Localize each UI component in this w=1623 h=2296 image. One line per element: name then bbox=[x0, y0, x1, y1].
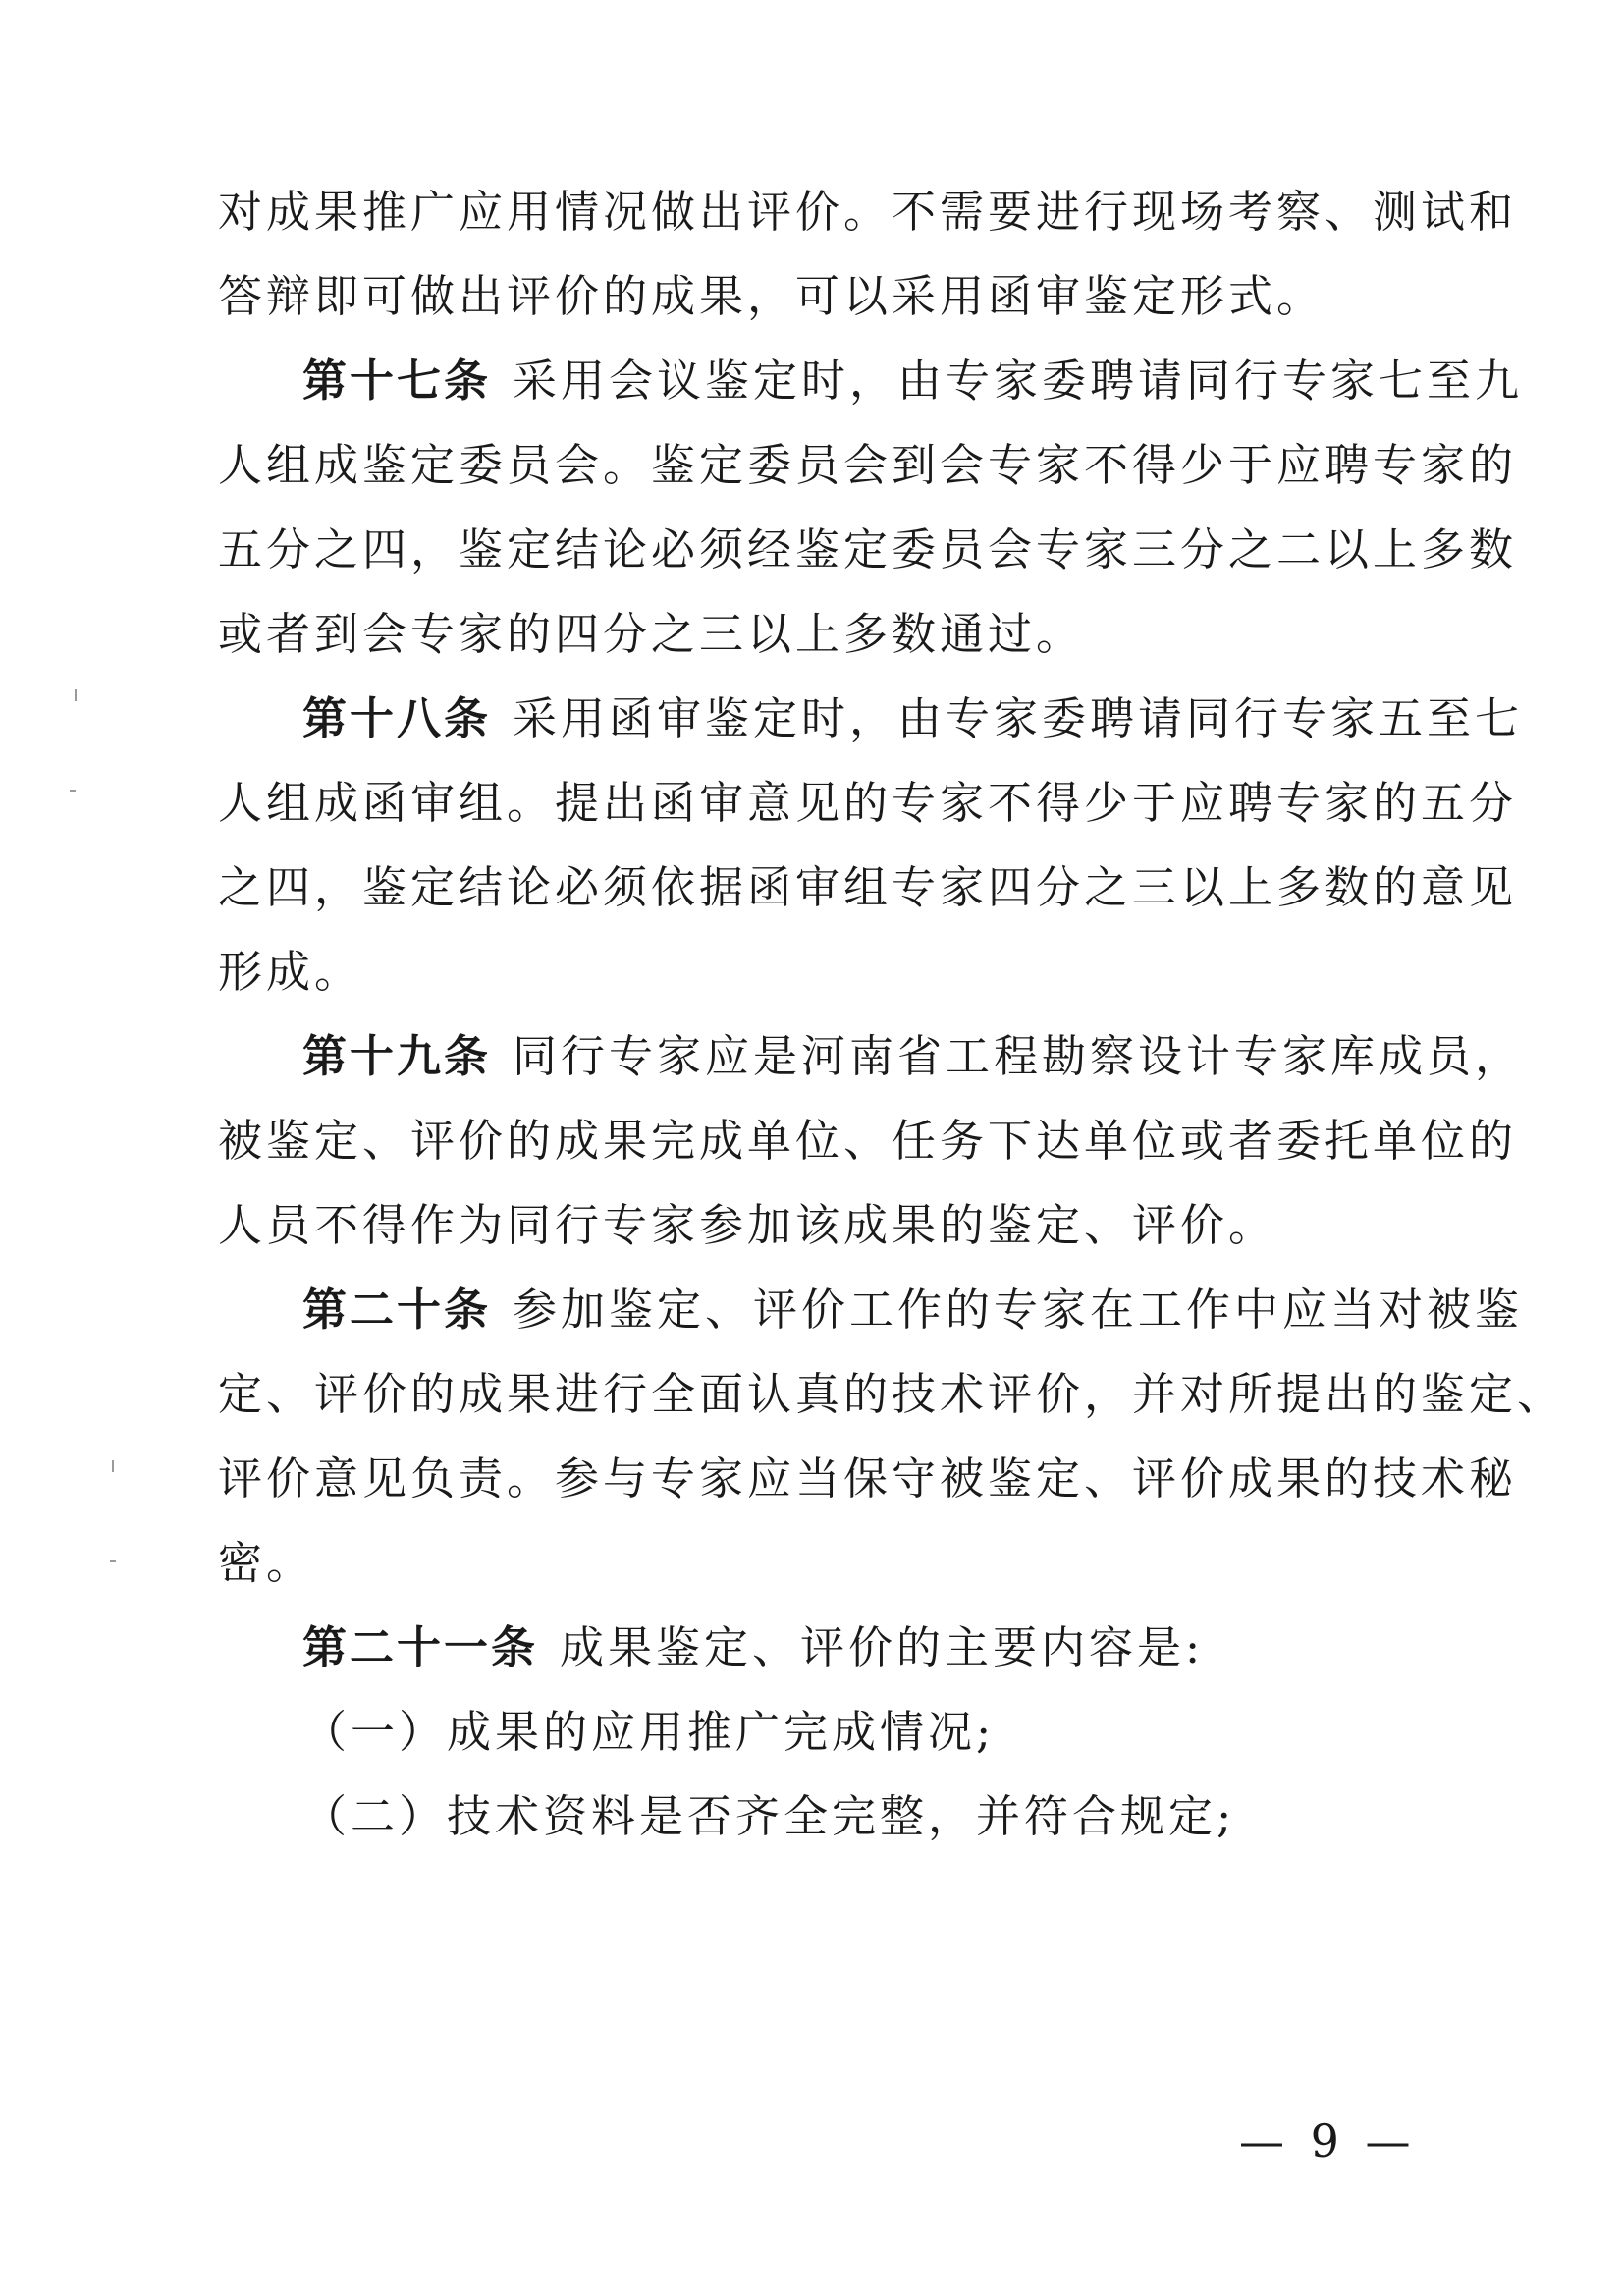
paragraph-line: 之四，鉴定结论必须依据函审组专家四分之三以上多数的意见 bbox=[218, 861, 1518, 913]
scan-speck bbox=[112, 1460, 114, 1472]
paragraph-line: 评价意见负责。参与专家应当保守被鉴定、评价成果的技术秘 bbox=[218, 1452, 1518, 1504]
article-18-first-line bbox=[302, 689, 1524, 748]
paragraph-line: 密。 bbox=[218, 1537, 315, 1589]
article-21-label: 第二十一条 bbox=[302, 1621, 539, 1673]
article-21-first-line bbox=[302, 1618, 1426, 1677]
article-19-first-line bbox=[302, 1027, 1524, 1086]
article-20-first-line bbox=[302, 1281, 1524, 1339]
paragraph-line: 形成。 bbox=[218, 946, 363, 998]
article-19-text: 同行专家应是河南省工程勘察设计专家库成员， bbox=[513, 1030, 1524, 1082]
article-20-label: 第二十条 bbox=[302, 1284, 492, 1336]
paragraph-line: 五分之四，鉴定结论必须经鉴定委员会专家三分之二以上多数 bbox=[218, 523, 1518, 575]
scan-speck bbox=[75, 689, 77, 701]
article-18-label: 第十八条 bbox=[302, 692, 492, 744]
page-number: — 9 — bbox=[1239, 2114, 1417, 2167]
scan-speck bbox=[70, 790, 76, 792]
article-17-first-line bbox=[302, 352, 1524, 410]
scan-speck bbox=[110, 1560, 116, 1562]
article-20-text: 参加鉴定、评价工作的专家在工作中应当对被鉴 bbox=[513, 1284, 1524, 1336]
article-17-text: 采用会议鉴定时，由专家委聘请同行专家七至九 bbox=[513, 355, 1524, 407]
paragraph-line: 或者到会专家的四分之三以上多数通过。 bbox=[218, 608, 1085, 660]
paragraph-line: 被鉴定、评价的成果完成单位、任务下达单位或者委托单位的 bbox=[218, 1115, 1518, 1167]
paragraph-line: 答辩即可做出评价的成果，可以采用函审鉴定形式。 bbox=[218, 270, 1325, 322]
paragraph-line: 对成果推广应用情况做出评价。不需要进行现场考察、测试和 bbox=[218, 186, 1518, 238]
list-item: （一）成果的应用推广完成情况; bbox=[302, 1706, 996, 1758]
paragraph-line: 人组成鉴定委员会。鉴定委员会到会专家不得少于应聘专家的 bbox=[218, 439, 1518, 491]
article-19-label: 第十九条 bbox=[302, 1030, 492, 1082]
article-17-label: 第十七条 bbox=[302, 355, 492, 407]
paragraph-line: 人组成函审组。提出函审意见的专家不得少于应聘专家的五分 bbox=[218, 777, 1518, 829]
list-item: （二）技术资料是否齐全完整，并符合规定; bbox=[302, 1790, 1236, 1842]
paragraph-line: 人员不得作为同行专家参加该成果的鉴定、评价。 bbox=[218, 1199, 1277, 1251]
article-18-text: 采用函审鉴定时，由专家委聘请同行专家五至七 bbox=[513, 692, 1524, 744]
paragraph-line: 定、评价的成果进行全面认真的技术评价，并对所提出的鉴定、 bbox=[218, 1368, 1566, 1420]
article-21-text: 成果鉴定、评价的主要内容是: bbox=[560, 1621, 1205, 1673]
